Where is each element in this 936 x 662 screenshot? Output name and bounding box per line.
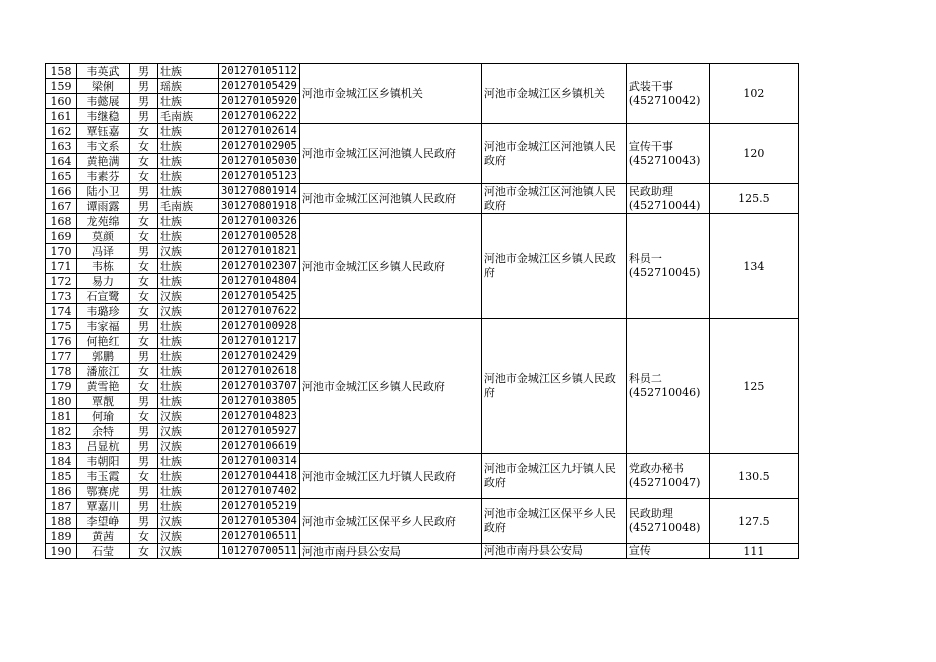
sex-cell: 男 [130,94,158,109]
exam-id-cell: 201270106222 [219,109,300,124]
name-cell: 覃靓 [77,394,130,409]
exam-id-cell: 201270106619 [219,439,300,454]
sex-cell: 男 [130,394,158,409]
hiring-department-cell: 河池市金城江区河池镇人民政府 [481,124,626,184]
ethnicity-cell: 壮族 [158,364,219,379]
ethnicity-cell: 汉族 [158,289,219,304]
name-cell: 韦家福 [77,319,130,334]
seq-cell: 178 [46,364,77,379]
seq-cell: 179 [46,379,77,394]
sex-cell: 女 [130,139,158,154]
seq-cell: 168 [46,214,77,229]
seq-cell: 176 [46,334,77,349]
exam-id-cell: 201270107622 [219,304,300,319]
ethnicity-cell: 毛南族 [158,109,219,124]
name-cell: 黄茜 [77,529,130,544]
exam-id-cell: 201270105030 [219,154,300,169]
sex-cell: 女 [130,154,158,169]
name-cell: 鄂赛虎 [77,484,130,499]
name-cell: 龙苑绵 [77,214,130,229]
ethnicity-cell: 汉族 [158,529,219,544]
employer-unit-cell: 河池市金城江区乡镇人民政府 [299,319,481,454]
sex-cell: 男 [130,184,158,199]
exam-id-cell: 201270106511 [219,529,300,544]
sex-cell: 男 [130,349,158,364]
exam-id-cell: 201270105927 [219,424,300,439]
position-cell: 民政助理 (452710048) [626,499,709,544]
seq-cell: 173 [46,289,77,304]
sex-cell: 男 [130,439,158,454]
position-cell: 党政办秘书 (452710047) [626,454,709,499]
ethnicity-cell: 壮族 [158,349,219,364]
name-cell: 韦璐珍 [77,304,130,319]
name-cell: 韦栋 [77,259,130,274]
hiring-department-cell: 河池市金城江区九圩镇人民政府 [481,454,626,499]
seq-cell: 164 [46,154,77,169]
ethnicity-cell: 壮族 [158,394,219,409]
exam-id-cell: 201270100928 [219,319,300,334]
exam-id-cell: 301270801914 [219,184,300,199]
sex-cell: 男 [130,454,158,469]
employer-unit-cell: 河池市金城江区乡镇人民政府 [299,214,481,319]
seq-cell: 167 [46,199,77,214]
seq-cell: 177 [46,349,77,364]
employer-unit-cell: 河池市金城江区河池镇人民政府 [299,124,481,184]
name-cell: 黄艳满 [77,154,130,169]
name-cell: 韦文系 [77,139,130,154]
sex-cell: 女 [130,169,158,184]
name-cell: 韦玉霞 [77,469,130,484]
employer-unit-cell: 河池市金城江区保平乡人民政府 [299,499,481,544]
ethnicity-cell: 壮族 [158,229,219,244]
seq-cell: 187 [46,499,77,514]
hiring-department-cell: 河池市南丹县公安局 [481,544,626,559]
seq-cell: 160 [46,94,77,109]
seq-cell: 185 [46,469,77,484]
ethnicity-cell: 壮族 [158,469,219,484]
cutoff-score-cell: 125.5 [709,184,798,214]
seq-cell: 166 [46,184,77,199]
ethnicity-cell: 汉族 [158,304,219,319]
sex-cell: 男 [130,109,158,124]
cutoff-score-cell: 130.5 [709,454,798,499]
sex-cell: 女 [130,289,158,304]
sex-cell: 女 [130,259,158,274]
name-cell: 石莹 [77,544,130,559]
seq-cell: 189 [46,529,77,544]
ethnicity-cell: 壮族 [158,169,219,184]
table-row [46,544,799,559]
position-cell: 武装干事 (452710042) [626,64,709,124]
ethnicity-cell: 壮族 [158,484,219,499]
exam-id-cell: 201270104823 [219,409,300,424]
employer-unit-cell: 河池市金城江区河池镇人民政府 [299,184,481,214]
ethnicity-cell: 壮族 [158,214,219,229]
ethnicity-cell: 壮族 [158,184,219,199]
candidate-table [45,63,799,559]
seq-cell: 190 [46,544,77,559]
sex-cell: 男 [130,244,158,259]
exam-id-cell: 101270700511 [219,544,300,559]
name-cell: 陆小卫 [77,184,130,199]
sex-cell: 男 [130,499,158,514]
seq-cell: 186 [46,484,77,499]
name-cell: 韦素芬 [77,169,130,184]
name-cell: 覃钰嘉 [77,124,130,139]
exam-id-cell: 201270105920 [219,94,300,109]
ethnicity-cell: 壮族 [158,319,219,334]
employer-unit-cell: 河池市南丹县公安局 [299,544,481,559]
name-cell: 梁俐 [77,79,130,94]
sex-cell: 女 [130,409,158,424]
ethnicity-cell: 壮族 [158,259,219,274]
exam-id-cell: 201270102614 [219,124,300,139]
exam-id-cell: 201270100528 [219,229,300,244]
name-cell: 谭雨露 [77,199,130,214]
exam-id-cell: 201270102429 [219,349,300,364]
sex-cell: 男 [130,79,158,94]
seq-cell: 188 [46,514,77,529]
name-cell: 韦继稳 [77,109,130,124]
ethnicity-cell: 汉族 [158,244,219,259]
sex-cell: 女 [130,124,158,139]
seq-cell: 172 [46,274,77,289]
name-cell: 覃嘉川 [77,499,130,514]
exam-id-cell: 201270101217 [219,334,300,349]
ethnicity-cell: 壮族 [158,454,219,469]
seq-cell: 161 [46,109,77,124]
position-cell: 科员一 (452710045) [626,214,709,319]
seq-cell: 163 [46,139,77,154]
seq-cell: 184 [46,454,77,469]
position-cell: 宣传干事 (452710043) [626,124,709,184]
exam-id-cell: 201270104804 [219,274,300,289]
cutoff-score-cell: 102 [709,64,798,124]
exam-id-cell: 201270105304 [219,514,300,529]
table-row [46,319,799,334]
sex-cell: 男 [130,484,158,499]
ethnicity-cell: 壮族 [158,499,219,514]
sex-cell: 男 [130,319,158,334]
ethnicity-cell: 毛南族 [158,199,219,214]
ethnicity-cell: 壮族 [158,334,219,349]
seq-cell: 162 [46,124,77,139]
cutoff-score-cell: 120 [709,124,798,184]
seq-cell: 170 [46,244,77,259]
ethnicity-cell: 汉族 [158,409,219,424]
sex-cell: 女 [130,274,158,289]
exam-id-cell: 201270104418 [219,469,300,484]
name-cell: 黄雪艳 [77,379,130,394]
sex-cell: 女 [130,214,158,229]
ethnicity-cell: 壮族 [158,139,219,154]
seq-cell: 165 [46,169,77,184]
ethnicity-cell: 汉族 [158,424,219,439]
exam-id-cell: 201270105112 [219,64,300,79]
table-row [46,124,799,139]
position-cell: 民政助理 (452710044) [626,184,709,214]
ethnicity-cell: 瑶族 [158,79,219,94]
cutoff-score-cell: 111 [709,544,798,559]
sex-cell: 女 [130,229,158,244]
sex-cell: 女 [130,529,158,544]
exam-id-cell: 201270105429 [219,79,300,94]
table-row [46,64,799,79]
seq-cell: 174 [46,304,77,319]
hiring-department-cell: 河池市金城江区河池镇人民政府 [481,184,626,214]
sex-cell: 女 [130,469,158,484]
name-cell: 莫颜 [77,229,130,244]
exam-id-cell: 201270105425 [219,289,300,304]
sex-cell: 女 [130,334,158,349]
exam-id-cell: 201270107402 [219,484,300,499]
exam-id-cell: 201270101821 [219,244,300,259]
seq-cell: 175 [46,319,77,334]
ethnicity-cell: 汉族 [158,544,219,559]
cutoff-score-cell: 134 [709,214,798,319]
name-cell: 石宣鹭 [77,289,130,304]
sex-cell: 男 [130,424,158,439]
sex-cell: 男 [130,199,158,214]
table-row [46,454,799,469]
hiring-department-cell: 河池市金城江区乡镇人民政府 [481,319,626,454]
name-cell: 韦懿展 [77,94,130,109]
name-cell: 余特 [77,424,130,439]
ethnicity-cell: 壮族 [158,124,219,139]
seq-cell: 180 [46,394,77,409]
sex-cell: 女 [130,364,158,379]
name-cell: 易力 [77,274,130,289]
hiring-department-cell: 河池市金城江区乡镇人民政府 [481,214,626,319]
exam-id-cell: 201270105219 [219,499,300,514]
cutoff-score-cell: 127.5 [709,499,798,544]
exam-id-cell: 201270100314 [219,454,300,469]
sex-cell: 女 [130,544,158,559]
name-cell: 何瑜 [77,409,130,424]
page-cutoff [0,590,936,662]
sex-cell: 女 [130,379,158,394]
seq-cell: 182 [46,424,77,439]
exam-id-cell: 201270102905 [219,139,300,154]
name-cell: 冯译 [77,244,130,259]
ethnicity-cell: 壮族 [158,274,219,289]
ethnicity-cell: 汉族 [158,439,219,454]
employer-unit-cell: 河池市金城江区乡镇机关 [299,64,481,124]
table-row [46,184,799,199]
exam-id-cell: 201270103805 [219,394,300,409]
seq-cell: 183 [46,439,77,454]
ethnicity-cell: 壮族 [158,94,219,109]
seq-cell: 159 [46,79,77,94]
name-cell: 何艳红 [77,334,130,349]
ethnicity-cell: 壮族 [158,154,219,169]
position-cell: 科员二 (452710046) [626,319,709,454]
exam-id-cell: 201270102618 [219,364,300,379]
ethnicity-cell: 壮族 [158,379,219,394]
employer-unit-cell: 河池市金城江区九圩镇人民政府 [299,454,481,499]
exam-id-cell: 301270801918 [219,199,300,214]
exam-id-cell: 201270102307 [219,259,300,274]
name-cell: 韦英武 [77,64,130,79]
sex-cell: 女 [130,304,158,319]
name-cell: 韦朝阳 [77,454,130,469]
name-cell: 吕显杭 [77,439,130,454]
name-cell: 李望峥 [77,514,130,529]
candidate-table-body [46,64,799,559]
ethnicity-cell: 汉族 [158,514,219,529]
seq-cell: 158 [46,64,77,79]
name-cell: 潘旅江 [77,364,130,379]
seq-cell: 171 [46,259,77,274]
exam-id-cell: 201270103707 [219,379,300,394]
hiring-department-cell: 河池市金城江区保平乡人民政府 [481,499,626,544]
seq-cell: 169 [46,229,77,244]
exam-id-cell: 201270100326 [219,214,300,229]
table-row [46,214,799,229]
sex-cell: 男 [130,64,158,79]
cutoff-score-cell: 125 [709,319,798,454]
hiring-department-cell: 河池市金城江区乡镇机关 [481,64,626,124]
ethnicity-cell: 壮族 [158,64,219,79]
sex-cell: 男 [130,514,158,529]
seq-cell: 181 [46,409,77,424]
exam-id-cell: 201270105123 [219,169,300,184]
position-cell: 宣传 [626,544,709,559]
name-cell: 郭鹏 [77,349,130,364]
table-row [46,499,799,514]
